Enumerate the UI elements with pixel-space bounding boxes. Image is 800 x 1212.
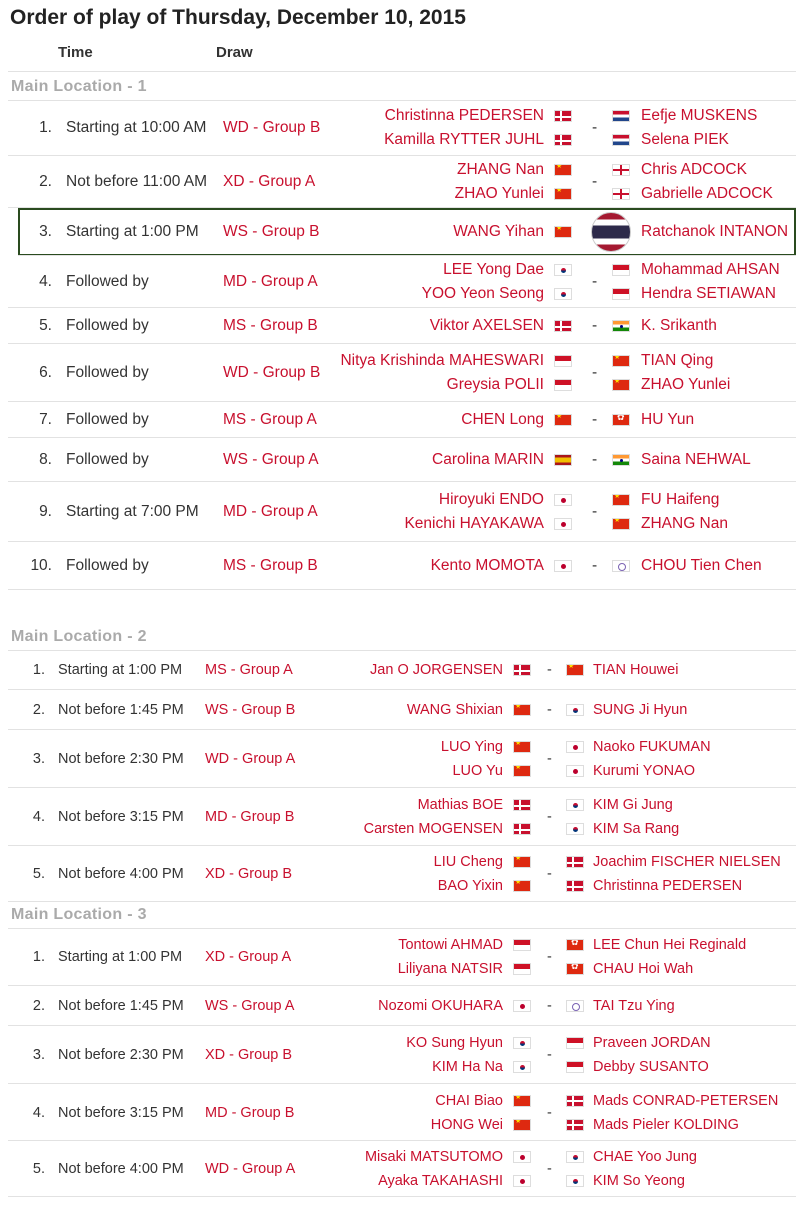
versus-dash: - bbox=[547, 809, 552, 825]
player-left-name[interactable]: CHEN Long bbox=[461, 411, 544, 428]
player-right-name[interactable]: Christinna PEDERSEN bbox=[593, 878, 743, 894]
flag-jp-icon bbox=[554, 560, 572, 572]
flag-nl-icon bbox=[612, 110, 630, 122]
versus-dash: - bbox=[592, 317, 598, 334]
flag-id-icon bbox=[566, 1061, 584, 1073]
draw-link[interactable]: MS - Group B bbox=[223, 317, 318, 334]
player-right-name[interactable]: TIAN Qing bbox=[641, 352, 714, 369]
player-right-name[interactable]: ZHAO Yunlei bbox=[641, 376, 731, 393]
player-right-name[interactable]: Joachim FISCHER NIELSEN bbox=[593, 854, 781, 870]
flag-kr-icon bbox=[554, 264, 572, 276]
flag-cn-icon bbox=[513, 741, 531, 753]
flag-cn-icon bbox=[612, 494, 630, 506]
match-row bbox=[8, 928, 796, 986]
match-number: 4. bbox=[32, 1104, 45, 1121]
player-left-name[interactable]: LUO Yu bbox=[452, 763, 503, 779]
player-right-name[interactable]: Mads CONRAD-PETERSEN bbox=[593, 1092, 779, 1109]
flag-cn-icon bbox=[612, 355, 630, 367]
player-left-name[interactable]: Kamilla RYTTER JUHL bbox=[384, 131, 544, 148]
flag-cn-icon bbox=[612, 518, 630, 530]
versus-dash: - bbox=[547, 1047, 552, 1063]
flag-th-icon bbox=[591, 212, 631, 252]
player-right-name[interactable]: FU Haifeng bbox=[641, 491, 720, 508]
player-left-name[interactable]: Mathias BOE bbox=[417, 797, 503, 813]
flag-dk-icon bbox=[513, 799, 531, 811]
match-number: 2. bbox=[32, 702, 45, 718]
flag-kr-icon bbox=[566, 1151, 584, 1163]
flag-cn-icon bbox=[554, 226, 572, 238]
flag-cn-icon bbox=[554, 188, 572, 200]
player-right-name[interactable]: KIM Gi Jung bbox=[593, 797, 673, 813]
flag-id-icon bbox=[554, 355, 572, 367]
match-number: 1. bbox=[32, 949, 45, 965]
flag-id-icon bbox=[612, 264, 630, 276]
player-right-name[interactable]: Selena PIEK bbox=[641, 131, 729, 148]
draw-link[interactable]: WD - Group B bbox=[223, 364, 321, 381]
match-row bbox=[8, 846, 796, 902]
flag-tpe-icon bbox=[612, 560, 630, 572]
player-left-name[interactable]: LUO Ying bbox=[440, 739, 503, 755]
player-right-name[interactable]: TAI Tzu Ying bbox=[593, 998, 675, 1014]
column-header-time: Time bbox=[58, 44, 93, 61]
draw-link[interactable]: WS - Group B bbox=[205, 702, 296, 718]
player-left-name[interactable]: Misaki MATSUTOMO bbox=[364, 1149, 503, 1165]
versus-dash: - bbox=[547, 702, 552, 718]
player-right-name[interactable]: Naoko FUKUMAN bbox=[593, 739, 711, 755]
match-number: 10. bbox=[30, 557, 52, 574]
flag-kr-icon bbox=[513, 1061, 531, 1073]
flag-hk-icon bbox=[612, 414, 630, 426]
flag-kr-icon bbox=[566, 799, 584, 811]
flag-cn-icon bbox=[566, 664, 584, 676]
flag-es-icon bbox=[554, 454, 572, 466]
flag-jp-icon bbox=[566, 741, 584, 753]
match-row bbox=[8, 690, 796, 730]
flag-dk-icon bbox=[554, 134, 572, 146]
player-left-name[interactable]: KIM Ha Na bbox=[432, 1059, 503, 1075]
draw-link[interactable]: XD - Group B bbox=[205, 866, 293, 882]
match-time: Followed by bbox=[66, 273, 149, 290]
player-right-name[interactable]: Kurumi YONAO bbox=[593, 763, 696, 779]
versus-dash: - bbox=[592, 119, 598, 136]
player-left-name[interactable]: HONG Wei bbox=[430, 1116, 503, 1133]
player-left-name[interactable]: Nitya Krishinda MAHESWARI bbox=[340, 352, 544, 369]
draw-link[interactable]: XD - Group A bbox=[205, 949, 292, 965]
flag-hk-icon bbox=[566, 939, 584, 951]
player-right-name[interactable]: HU Yun bbox=[641, 411, 695, 428]
match-time: Followed by bbox=[66, 364, 149, 381]
player-left-name[interactable]: YOO Yeon Seong bbox=[421, 285, 544, 302]
flag-id-icon bbox=[566, 1037, 584, 1049]
match-time: Starting at 1:00 PM bbox=[66, 223, 199, 240]
flag-cn-icon bbox=[554, 414, 572, 426]
flag-cn-icon bbox=[513, 704, 531, 716]
flag-kr-icon bbox=[566, 1175, 584, 1187]
flag-hk-icon bbox=[566, 963, 584, 975]
flag-cn-icon bbox=[554, 164, 572, 176]
player-left-name[interactable]: LIU Cheng bbox=[433, 854, 503, 870]
match-number: 3. bbox=[39, 223, 52, 240]
match-time: Starting at 1:00 PM bbox=[58, 662, 183, 678]
flag-id-icon bbox=[612, 288, 630, 300]
match-time: Followed by bbox=[66, 451, 149, 468]
match-time: Not before 1:45 PM bbox=[58, 998, 184, 1014]
flag-jp-icon bbox=[513, 1000, 531, 1012]
player-right-name[interactable]: TIAN Houwei bbox=[593, 662, 679, 678]
flag-dk-icon bbox=[566, 856, 584, 868]
match-row bbox=[8, 650, 796, 690]
flag-id-icon bbox=[513, 939, 531, 951]
player-left-name[interactable]: Jan O JORGENSEN bbox=[370, 662, 503, 678]
match-row bbox=[8, 438, 796, 482]
match-time: Starting at 10:00 AM bbox=[66, 119, 207, 136]
row-divider bbox=[8, 589, 796, 590]
player-right-name[interactable]: KIM Sa Rang bbox=[593, 821, 680, 837]
versus-dash: - bbox=[547, 866, 552, 882]
draw-link[interactable]: WD - Group A bbox=[205, 751, 296, 767]
match-row bbox=[8, 986, 796, 1026]
draw-link[interactable]: WS - Group A bbox=[223, 451, 319, 468]
match-number: 3. bbox=[32, 1047, 45, 1063]
flag-jp-icon bbox=[513, 1151, 531, 1163]
match-number: 5. bbox=[32, 1161, 45, 1177]
flag-nl-icon bbox=[612, 134, 630, 146]
player-right-name[interactable]: LEE Chun Hei Reginald bbox=[593, 937, 747, 953]
versus-dash: - bbox=[592, 411, 598, 428]
player-right-name[interactable]: CHOU Tien Chen bbox=[641, 557, 762, 574]
player-right-name[interactable]: CHAU Hoi Wah bbox=[593, 961, 694, 977]
flag-en-icon bbox=[612, 188, 630, 200]
draw-link[interactable]: MD - Group B bbox=[205, 1104, 295, 1121]
player-left-name[interactable]: Tontowi AHMAD bbox=[398, 937, 503, 953]
row-divider bbox=[8, 901, 796, 902]
player-left-name[interactable]: Kenichi HAYAKAWA bbox=[404, 515, 544, 532]
match-row bbox=[8, 730, 796, 788]
match-time: Starting at 7:00 PM bbox=[66, 503, 199, 520]
match-number: 6. bbox=[39, 364, 52, 381]
match-number: 7. bbox=[39, 411, 52, 428]
player-right-name[interactable]: Hendra SETIAWAN bbox=[641, 285, 776, 302]
player-left-name[interactable]: ZHAO Yunlei bbox=[454, 185, 544, 202]
player-right-name[interactable]: Saina NEHWAL bbox=[641, 451, 751, 468]
match-row bbox=[8, 788, 796, 846]
player-right-name[interactable]: Chris ADCOCK bbox=[641, 161, 747, 178]
player-right-name[interactable]: Mads Pieler KOLDING bbox=[593, 1116, 739, 1133]
player-right-name[interactable]: Mohammad AHSAN bbox=[641, 261, 780, 278]
draw-link[interactable]: WD - Group B bbox=[223, 119, 321, 136]
match-row bbox=[8, 402, 796, 438]
player-right-name[interactable]: Praveen JORDAN bbox=[593, 1035, 711, 1051]
flag-cn-icon bbox=[513, 765, 531, 777]
player-right-name[interactable]: Debby SUSANTO bbox=[593, 1059, 709, 1075]
draw-link[interactable]: MS - Group A bbox=[223, 411, 317, 428]
match-number: 1. bbox=[39, 119, 52, 136]
player-left-name[interactable]: Ayaka TAKAHASHI bbox=[378, 1173, 503, 1189]
player-left-name[interactable]: WANG Yihan bbox=[453, 223, 544, 240]
match-time: Not before 2:30 PM bbox=[58, 1047, 184, 1063]
player-left-name[interactable]: Christinna PEDERSEN bbox=[384, 107, 544, 124]
flag-cn-icon bbox=[513, 880, 531, 892]
match-row bbox=[8, 1084, 796, 1141]
match-row bbox=[8, 156, 796, 208]
player-right-name[interactable]: SUNG Ji Hyun bbox=[593, 702, 688, 718]
flag-dk-icon bbox=[566, 1095, 584, 1107]
match-row bbox=[8, 542, 796, 590]
match-row bbox=[8, 256, 796, 308]
column-header-draw: Draw bbox=[216, 44, 253, 61]
draw-link[interactable]: WD - Group A bbox=[205, 1161, 296, 1177]
flag-cn-icon bbox=[612, 379, 630, 391]
draw-link[interactable]: WS - Group A bbox=[205, 998, 295, 1014]
flag-jp-icon bbox=[566, 765, 584, 777]
versus-dash: - bbox=[547, 949, 552, 965]
player-left-name[interactable]: Liliyana NATSIR bbox=[397, 961, 503, 977]
section-title: Main Location - 2 bbox=[11, 628, 147, 645]
match-time: Not before 11:00 AM bbox=[66, 173, 208, 190]
match-row bbox=[8, 344, 796, 402]
draw-link[interactable]: XD - Group A bbox=[223, 173, 316, 190]
versus-dash: - bbox=[547, 1104, 552, 1121]
player-right-name[interactable]: K. Srikanth bbox=[641, 317, 717, 334]
flag-id-icon bbox=[554, 379, 572, 391]
flag-cn-icon bbox=[513, 856, 531, 868]
player-right-name[interactable]: Ratchanok INTANON bbox=[641, 223, 789, 240]
flag-dk-icon bbox=[513, 664, 531, 676]
match-time: Followed by bbox=[66, 411, 149, 428]
match-row bbox=[8, 1141, 796, 1197]
flag-kr-icon bbox=[554, 288, 572, 300]
match-number: 8. bbox=[39, 451, 52, 468]
player-left-name[interactable]: Carsten MOGENSEN bbox=[363, 821, 503, 837]
draw-link[interactable]: MS - Group B bbox=[223, 557, 318, 574]
match-number: 5. bbox=[32, 866, 45, 882]
player-left-name[interactable]: Viktor AXELSEN bbox=[429, 317, 544, 334]
player-left-name[interactable]: WANG Shixian bbox=[406, 702, 503, 718]
match-number: 3. bbox=[32, 751, 45, 767]
flag-jp-icon bbox=[554, 518, 572, 530]
row-divider bbox=[8, 1196, 796, 1197]
flag-en-icon bbox=[612, 164, 630, 176]
versus-dash: - bbox=[592, 273, 598, 290]
flag-dk-icon bbox=[566, 880, 584, 892]
flag-in-icon bbox=[612, 454, 630, 466]
flag-kr-icon bbox=[566, 823, 584, 835]
match-time: Not before 4:00 PM bbox=[58, 866, 184, 882]
match-number: 5. bbox=[39, 317, 52, 334]
match-number: 2. bbox=[39, 173, 52, 190]
player-right-name[interactable]: Eefje MUSKENS bbox=[641, 107, 758, 124]
draw-link[interactable]: MD - Group A bbox=[223, 273, 318, 290]
section-title: Main Location - 3 bbox=[11, 906, 147, 923]
match-number: 4. bbox=[39, 273, 52, 290]
player-right-name[interactable]: Gabrielle ADCOCK bbox=[641, 185, 773, 202]
page-title: Order of play of Thursday, December 10, 2015 bbox=[10, 6, 466, 29]
versus-dash: - bbox=[547, 751, 552, 767]
match-time: Followed by bbox=[66, 557, 149, 574]
match-row bbox=[8, 100, 796, 156]
flag-id-icon bbox=[513, 963, 531, 975]
match-number: 2. bbox=[32, 998, 45, 1014]
match-time: Not before 1:45 PM bbox=[58, 702, 184, 718]
match-time: Not before 3:15 PM bbox=[58, 809, 184, 825]
flag-dk-icon bbox=[554, 320, 572, 332]
player-left-name[interactable]: Hiroyuki ENDO bbox=[438, 491, 544, 508]
match-time: Starting at 1:00 PM bbox=[58, 949, 183, 965]
versus-dash: - bbox=[592, 451, 598, 468]
player-left-name[interactable]: Carolina MARIN bbox=[432, 451, 544, 468]
match-time: Not before 2:30 PM bbox=[58, 751, 184, 767]
player-left-name[interactable]: BAO Yixin bbox=[437, 878, 503, 894]
match-number: 1. bbox=[32, 662, 45, 678]
versus-dash: - bbox=[592, 503, 598, 520]
versus-dash: - bbox=[592, 364, 598, 381]
flag-dk-icon bbox=[566, 1119, 584, 1131]
match-time: Not before 3:15 PM bbox=[58, 1104, 184, 1121]
flag-dk-icon bbox=[554, 110, 572, 122]
player-left-name[interactable]: ZHANG Nan bbox=[457, 161, 544, 178]
versus-dash: - bbox=[592, 173, 598, 190]
flag-dk-icon bbox=[513, 823, 531, 835]
versus-dash: - bbox=[547, 1161, 552, 1177]
versus-dash: - bbox=[592, 557, 598, 574]
draw-link[interactable]: MD - Group A bbox=[223, 503, 318, 520]
match-row bbox=[8, 308, 796, 344]
player-left-name[interactable]: KO Sung Hyun bbox=[406, 1035, 503, 1051]
versus-dash: - bbox=[547, 998, 552, 1014]
player-left-name[interactable]: Nozomi OKUHARA bbox=[378, 998, 503, 1014]
match-number: 9. bbox=[39, 503, 52, 520]
flag-kr-icon bbox=[566, 704, 584, 716]
match-number: 4. bbox=[32, 809, 45, 825]
flag-kr-icon bbox=[513, 1037, 531, 1049]
draw-link[interactable]: MD - Group B bbox=[205, 809, 295, 825]
match-row bbox=[8, 1026, 796, 1084]
draw-link[interactable]: WS - Group B bbox=[223, 223, 320, 240]
versus-dash: - bbox=[547, 662, 552, 678]
flag-tpe-icon bbox=[566, 1000, 584, 1012]
match-row bbox=[18, 208, 796, 256]
match-time: Not before 4:00 PM bbox=[58, 1161, 184, 1177]
flag-jp-icon bbox=[554, 494, 572, 506]
player-left-name[interactable]: Greysia POLII bbox=[446, 376, 544, 393]
draw-link[interactable]: MS - Group A bbox=[205, 662, 293, 678]
flag-cn-icon bbox=[513, 1119, 531, 1131]
player-left-name[interactable]: Kento MOMOTA bbox=[430, 557, 544, 574]
flag-cn-icon bbox=[513, 1095, 531, 1107]
match-time: Followed by bbox=[66, 317, 149, 334]
player-right-name[interactable]: CHAE Yoo Jung bbox=[593, 1149, 697, 1165]
header-divider bbox=[8, 71, 796, 72]
flag-in-icon bbox=[612, 320, 630, 332]
section-title: Main Location - 1 bbox=[11, 78, 147, 95]
player-right-name[interactable]: KIM So Yeong bbox=[593, 1173, 685, 1189]
player-right-name[interactable]: ZHANG Nan bbox=[641, 515, 728, 532]
match-row bbox=[8, 482, 796, 542]
flag-jp-icon bbox=[513, 1175, 531, 1187]
player-left-name[interactable]: LEE Yong Dae bbox=[443, 261, 544, 278]
draw-link[interactable]: XD - Group B bbox=[205, 1047, 293, 1063]
player-left-name[interactable]: CHAI Biao bbox=[435, 1092, 503, 1109]
